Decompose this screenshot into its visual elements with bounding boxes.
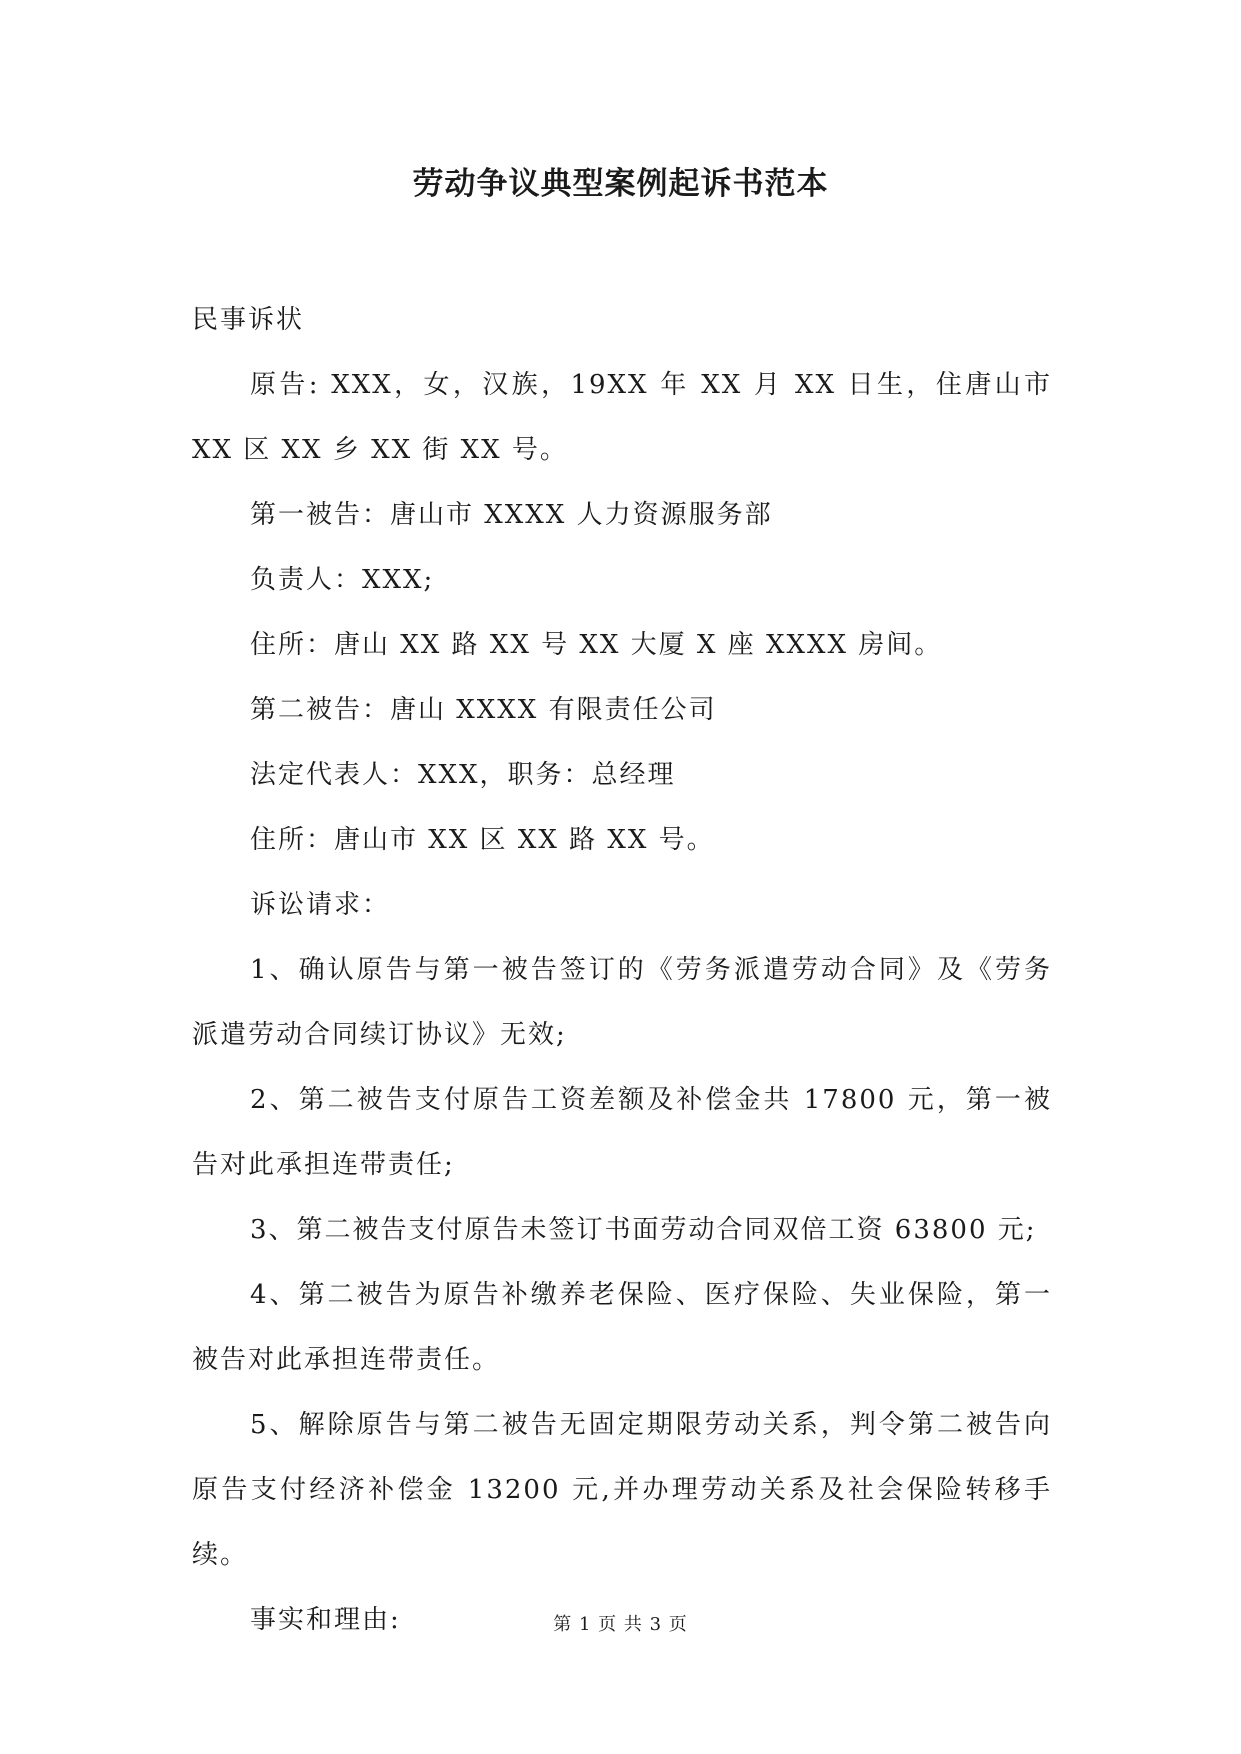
claim-item-3: 3、第二被告支付原告未签订书面劳动合同双倍工资 63800 元; (250, 1215, 1037, 1245)
first-defendant-principal: 负责人：XXX; (250, 565, 435, 595)
claim-item-5: 5、解除原告与第二被告无固定期限劳动关系，判令第二被告向原告支付经济补偿金 13200 元,并办理劳动关系及社会保险转移手续。 (192, 1410, 1052, 1570)
plaintiff-paragraph: 原告: XXX，女，汉族，19XX 年 XX 月 XX 日生，住唐山市 XX 区 XX 乡 XX 街 XX 号。 (192, 370, 1052, 465)
second-defendant-address: 住所：唐山市 XX 区 XX 路 XX 号。 (250, 825, 715, 855)
facts-heading: 事实和理由: (250, 1605, 401, 1635)
first-defendant-address: 住所：唐山 XX 路 XX 号 XX 大厦 X 座 XXXX 房间。 (250, 630, 943, 660)
second-defendant-paragraph: 第二被告：唐山 XXXX 有限责任公司 (250, 695, 717, 725)
claims-heading: 诉讼请求： (250, 890, 391, 920)
page-title: 劳动争议典型案例起诉书范本 (412, 166, 829, 202)
second-defendant-representative: 法定代表人：XXX，职务：总经理 (250, 760, 676, 790)
first-defendant-paragraph: 第一被告：唐山市 XXXX 人力资源服务部 (250, 500, 773, 530)
document-type-heading: 民事诉状 (192, 305, 305, 335)
claim-item-2: 2、第二被告支付原告工资差额及补偿金共 17800 元，第一被告对此承担连带责任; (192, 1085, 1052, 1180)
claim-item-4: 4、第二被告为原告补缴养老保险、医疗保险、失业保险，第一被告对此承担连带责任。 (192, 1280, 1052, 1375)
document-body (192, 288, 1052, 1653)
page-number-footer: 第 1 页 共 3 页 (553, 1614, 688, 1635)
claim-item-1: 1、确认原告与第一被告签订的《劳务派遣劳动合同》及《劳务派遣劳动合同续订协议》无效; (192, 955, 1052, 1050)
